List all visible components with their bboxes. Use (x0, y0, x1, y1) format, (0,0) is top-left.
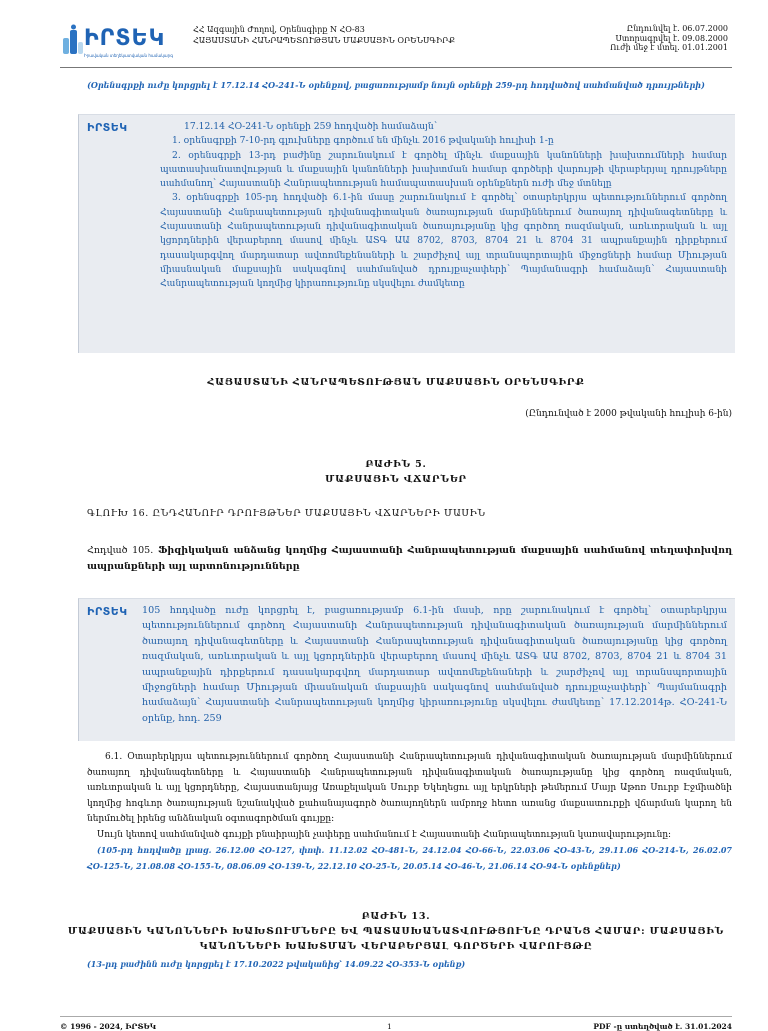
header-dates (610, 24, 728, 53)
article-105-amendments: (105-րդ հոդվածը լրաց. 26.12.00 ՀՕ-127, փոփ. 11.12.02 ՀՕ-481-Ն, 24.12.04 ՀՕ-66-Ն, 22.03.06 ՀՕ-43-Ն, 29.11.06 ՀՕ-214-Ն, 26.02.07 ՀՕ-125-Ն, 21.08.08 ՀՕ-155-Ն, 08.06.09 ՀՕ-139-Ն, 22.12.10 ՀՕ-25-Ն, 20.05.14 ՀՕ-46-Ն, 21.06.14 ՀՕ-94-Ն օրենքներ) (87, 845, 732, 871)
article-105-heading (87, 543, 732, 575)
effective-date: Ուժի մեջ է մտել. 01.01.2001 (609, 43, 728, 52)
section-13-label: ԲԱԺԻՆ 13. (361, 911, 431, 922)
footer-copyright: © 1996 - 2024, ԻՐՏԵԿ (60, 1022, 157, 1031)
section-13-repeal-note: (13-րդ բաժինն ուժը կորցրել է 17.10.2022 թվականից՝ 14.09.22 ՀՕ-353-Ն օրենք) (87, 959, 466, 969)
repeal-note: (Օրենսգրքի ուժը կորցրել է 17.12.14 ՀՕ-241-Ն օրենքով, բացառությամբ նույն օրենքի 259-րդ հոդվածով սահմանված դրույթների) (87, 80, 705, 90)
header-divider (60, 67, 732, 68)
header-document-title: ՀԱՅԱՍՏԱՆԻ ՀԱՆՐԱՊԵՏՈՒԹՅԱՆ ՄԱՔՍԱՅԻՆ ՕՐԵՆՍԳԻՐՔ (193, 36, 456, 45)
irtek-note-box-1 (78, 114, 735, 353)
logo-tagline: Իրավական տեղեկատվական համակարգ (84, 53, 173, 58)
header-document-info (193, 24, 455, 46)
logo-icon (62, 24, 84, 60)
footer-divider (60, 1016, 732, 1017)
article-105-body (87, 750, 732, 874)
paragraph-limit: Սույն կետով սահմանված գույքի բնաիրային չափերը սահմանում է Հայաստանի Հանրապետության կառավարությունը: (97, 829, 672, 840)
section-5-title: ՄԱՔՍԱՅԻՆ ՎՃԱՐՆԵՐ (325, 474, 467, 485)
signed-date: Ստորագրվել է. 09.08.2000 (615, 33, 728, 43)
logo (62, 22, 192, 62)
section-13-title-line-1: ՄԱՔՍԱՅԻՆ ԿԱՆՈՆՆԵՐԻ ԽԱԽՏՈՒՄՆԵՐԸ ԵՎ ՊԱՏԱՍԽԱՆԱՏՎՈՒԹՅՈՒՆԸ ԴՐԱՆՑ ՀԱՄԱՐ: ՄԱՔՍԱՅԻՆ (67, 926, 725, 937)
note-body: 105 հոդվածը ուժը կորցրել է, բացառությամբ 6.1-ին մասի, որը շարունակում է գործել՝ օտարերկրյա պետություններում գործող Հայաստանի Հանրապետության դիվանագիտական ծառայության մարմիններում ծառայող դիվանագետները և Հայաստանի Հանրապետության դիվանագիտական ծառայությանը կից գործող ռազմական, առևտրական և այլ կցորդներին վերաբերող մասով մինչև ԱՏԳ ԱԱ 8702, 8703, 8704 21 և 8704 31 ապրանքային դիրքերում դասակարգվող մարդատար ավտոմեքենաների և շարժիչով այլ տրանսպորտային միջոցների համար Միության միասնական մաքսային սակագնով սահմանված դրույքաչափերի՝ Պայմանագրի համաձայն՝ Հայաստանի Հանրապետության կողմից կիրառությունը սկսվելու ժամկետը՝ 17.12.2014թ. ՀՕ-241-Ն օրենք, հոդ. 259 (142, 605, 727, 724)
logo-wordmark: ԻՐՏԵԿ (84, 26, 166, 51)
section-13-title-line-2: ԿԱՆՈՆՆԵՐԻ ԽԱԽՏՄԱՆ ՎԵՐԱԲԵՐՅԱԼ ԳՈՐԾԵՐԻ ՎԱՐՈՒՅԹԸ (199, 941, 593, 952)
article-number: Հոդված 105. (87, 545, 154, 556)
chapter-16-heading: ԳԼՈՒԽ 16. ԸՆԴՀԱՆՈՒՐ ԴՐՈՒՅԹՆԵՐ ՄԱՔՍԱՅԻՆ ՎՃԱՐՆԵՐԻ ՄԱՍԻՆ (87, 508, 486, 519)
irtek-note-box-2 (78, 598, 735, 741)
article-title: Ֆիզիկական անձանց կողմից Հայաստանի Հանրապետության մաքսային սահմանով տեղափոխվող ապրանքների այլ արտոնությունները (87, 545, 732, 572)
adopted-note: (Ընդունված է 2000 թվականի հուլիսի 6-ին) (525, 409, 732, 419)
note-label: ԻՐՏԵԿ (87, 121, 128, 134)
note-label: ԻՐՏԵԿ (87, 605, 128, 618)
note-body (160, 120, 727, 292)
section-5-label: ԲԱԺԻՆ 5. (365, 459, 427, 470)
note-heading: 17.12.14 ՀՕ-241-Ն օրենքի 259 հոդվածի համաձայն՝ (184, 121, 438, 132)
note-item-1: 1. օրենսգրքի 7-10-րդ գլուխները գործում են մինչև 2016 թվականի հուլիսի 1-ը (172, 135, 554, 147)
header-document-source: ՀՀ Ազգային Ժողով, Օրենսգիրք N ՀՕ-83 (193, 25, 365, 34)
footer-generated-date: PDF -ը ստեղծված է. 31.01.2024 (593, 1022, 732, 1031)
code-title: ՀԱՅԱՍՏԱՆԻ ՀԱՆՐԱՊԵՏՈՒԹՅԱՆ ՄԱՔՍԱՅԻՆ ՕՐԵՆՍԳԻՐՔ (207, 377, 585, 388)
adopted-date: Ընդունվել է. 06.07.2000 (626, 24, 728, 33)
note-item-3: 3. օրենսգրքի 105-րդ հոդվածի 6.1-ին մասը շարունակում է գործել՝ օտարերկրյա պետություններում գործող Հայաստանի Հանրապետության դիվանագիտական ծառայության մարմիններում ծառայող դիվանագետները և Հայաստանի Հանրապետության դիվանագիտական ծառայությանը կից գործող ռազմական, առևտրական և այլ կցորդներին վերաբերող մասով մինչև ԱՏԳ ԱԱ 8702, 8703, 8704 21 և 8704 31 ապրանքային դիրքերում դասակարգվող մարդատար ավտոմեքենաների և շարժիչով այլ տրանսպորտային միջոցների համար Միության միասնական մաքսային սակագնով սահմանված դրույքաչափերի՝ Պայմանագրի համաձայն՝ Հայաստանի Հանրապետության կողմից կիրառությունը սկսվելու ժամկետը (160, 192, 727, 290)
note-item-2: 2. օրենսգրքի 13-րդ բաժինը շարունակում է գործել մինչև մաքսային կանոնների խախտումների համար պատասխանատվության և մաքսային կանոնների խախտման համար գործերի վարույթի վերաբերյալ դրույթները սահմանող՝ Հայաստանի Հանրապետության համապատասխան օրենքներն ուժի մեջ մտնելը (160, 149, 727, 190)
footer-page-number: 1 (387, 1022, 392, 1031)
paragraph-6-1: 6.1. Օտարերկրյա պետություններում գործող Հայաստանի Հանրապետության դիվանագիտական ծառայության մարմիններում ծառայող դիվանագետները և Հայաստանի Հանրապետության դիվանագիտական ծառայությանը կից գործող ռազմական, առևտրական և այլ կցորդները, Հայաստանյայց Առաքելական Սուրբ Եկեղեցու այլ երկրների թեմերում Մայր Աթոռ Սուրբ Էջմիածնի կողմից հոգևոր ծառայության նշանակված քահանայագործ ծառայողներն ամբողջ հետո առանց մաքսատուրքի վճարման կարող են ներմուծել իրենց անձնական օգտագործման գույքը: (87, 752, 732, 824)
